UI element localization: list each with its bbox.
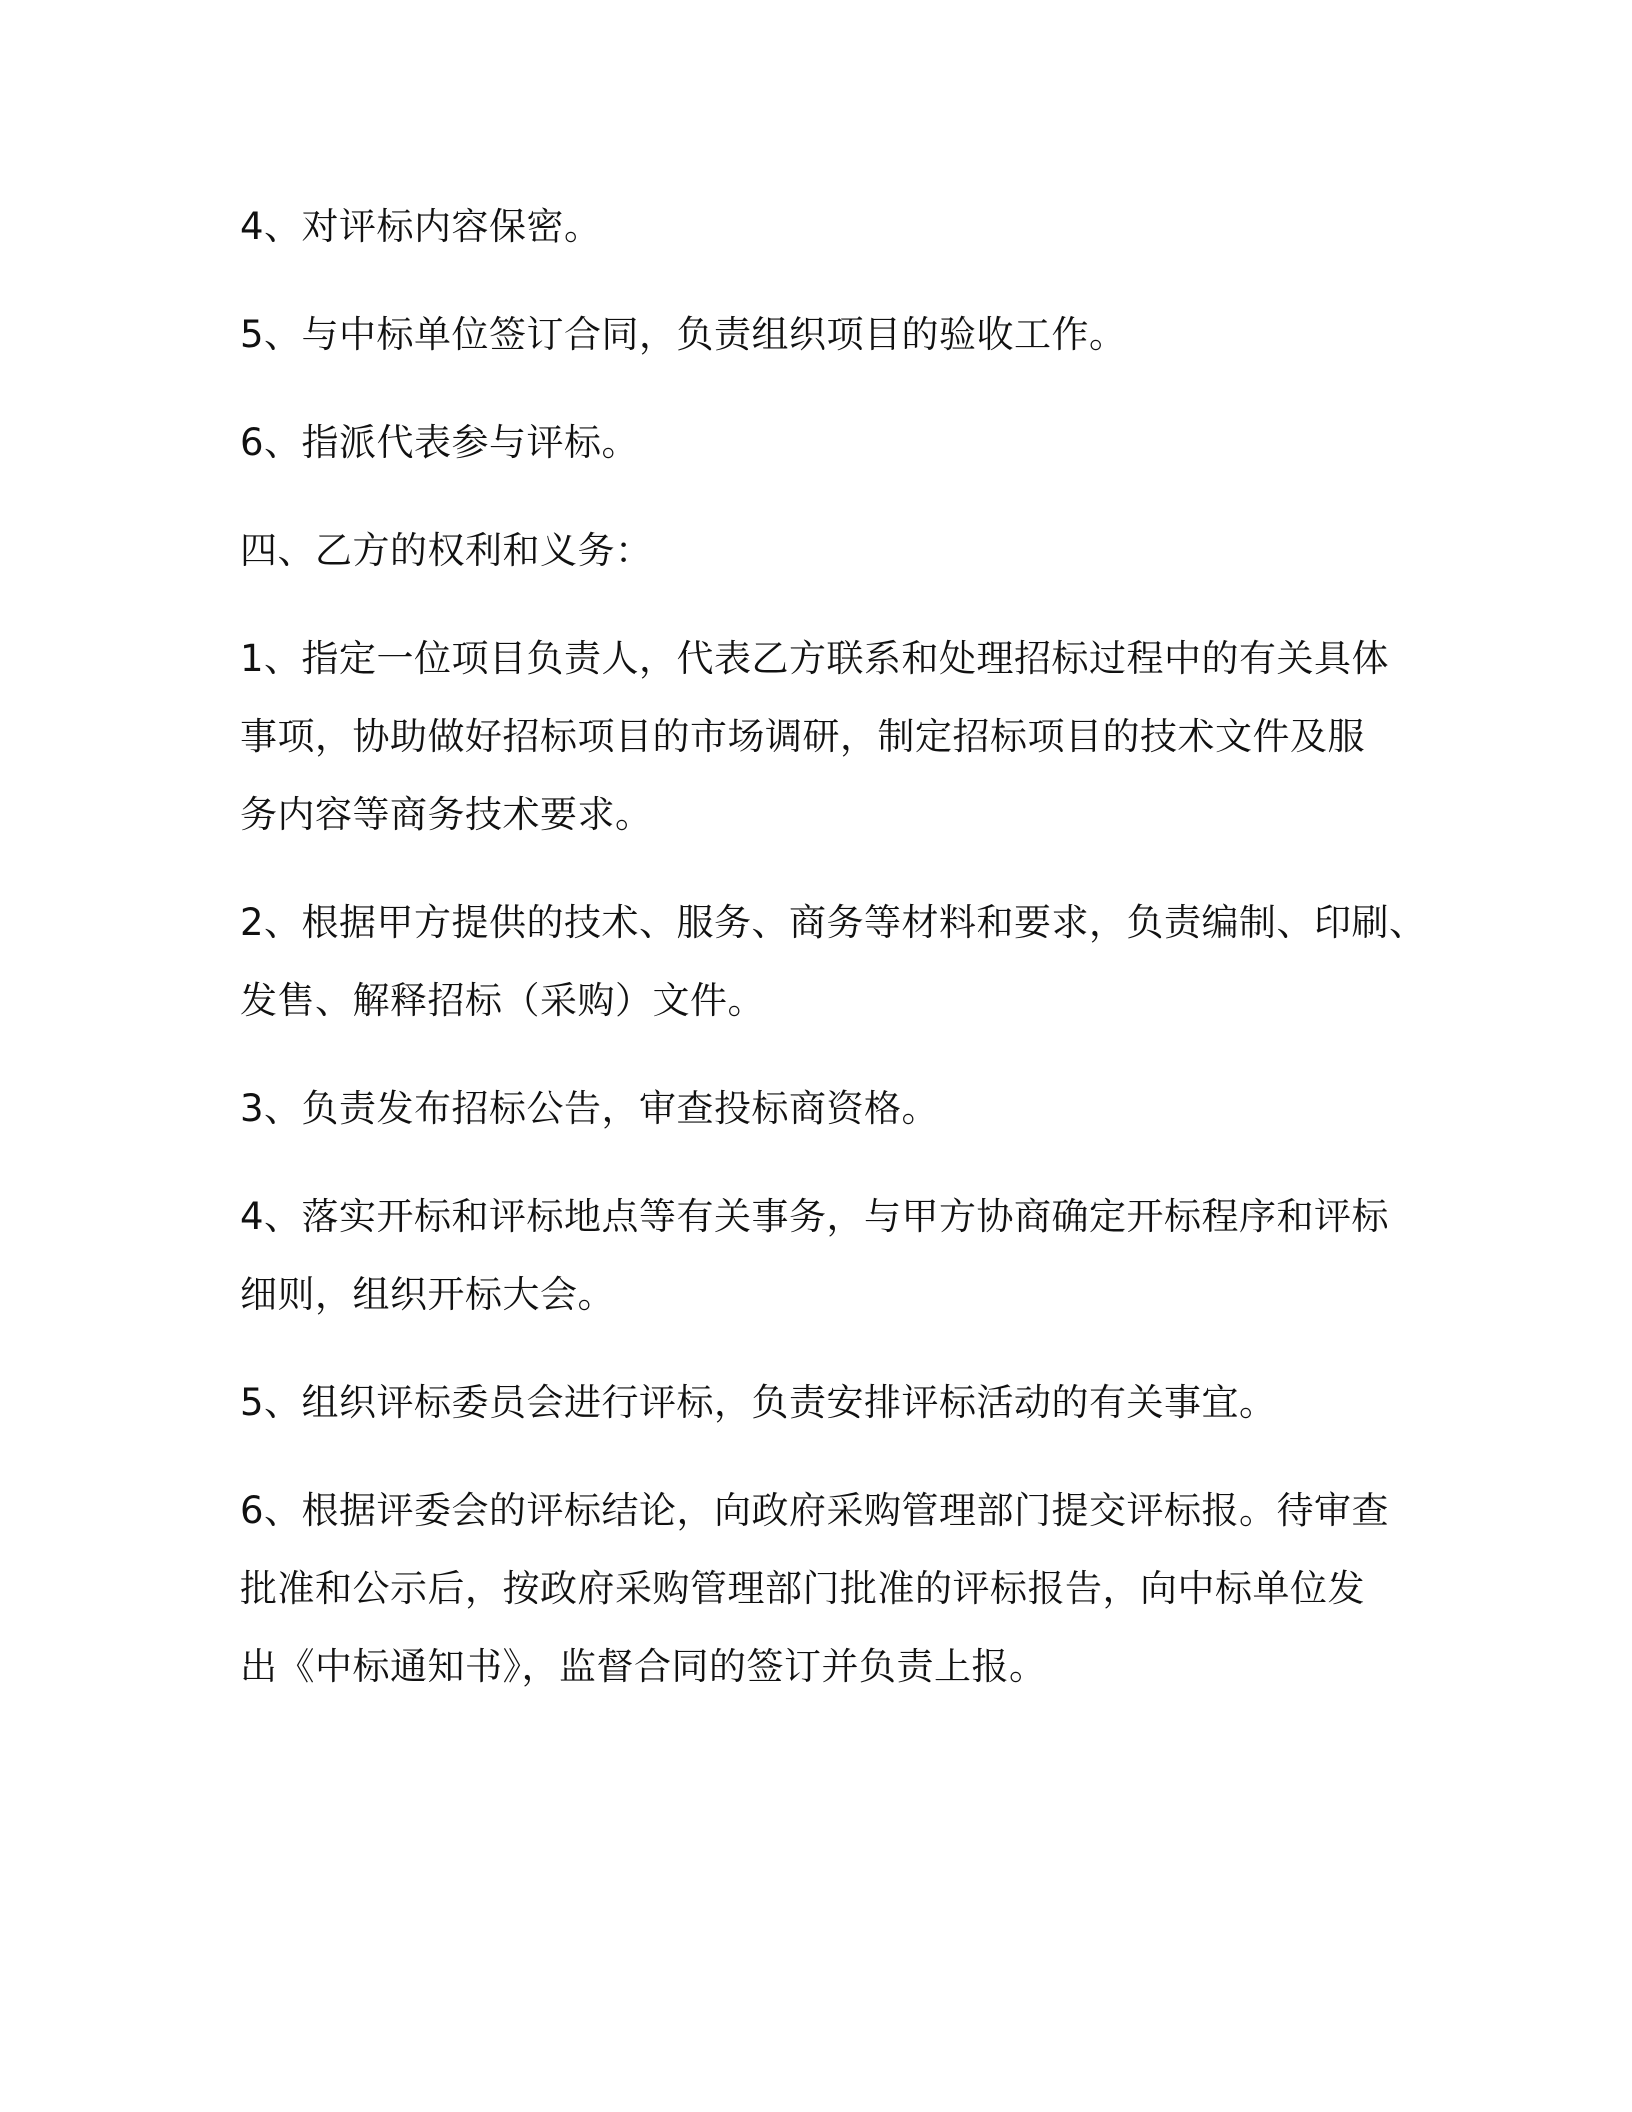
text-line: 2、根据甲方提供的技术、服务、商务等材料和要求，负责编制、印刷、 [240, 901, 1427, 944]
text-line: 5、与中标单位签订合同，负责组织项目的验收工作。 [240, 313, 1127, 356]
text-line: 5、组织评标委员会进行评标，负责安排评标活动的有关事宜。 [240, 1381, 1277, 1424]
text-line: 四、乙方的权利和义务： [240, 529, 653, 572]
text-line: 1、指定一位项目负责人，代表乙方联系和处理招标过程中的有关具体 [240, 637, 1390, 680]
text-line: 批准和公示后，按政府采购管理部门批准的评标报告，向中标单位发 [240, 1567, 1365, 1610]
paragraph-party-a-item-5 [240, 296, 1400, 374]
paragraph-party-b-item-1 [240, 620, 1400, 854]
text-line: 细则，组织开标大会。 [240, 1273, 615, 1316]
document-body [240, 188, 1427, 1736]
paragraph-party-a-item-6 [240, 404, 1400, 482]
paragraph-party-b-item-4 [240, 1178, 1400, 1334]
text-line: 出《中标通知书》，监督合同的签订并负责上报。 [240, 1645, 1047, 1688]
text-line: 务内容等商务技术要求。 [240, 793, 653, 836]
text-line: 3、负责发布招标公告，审查投标商资格。 [240, 1087, 940, 1130]
paragraph-party-b-item-6 [240, 1472, 1400, 1706]
text-line: 6、根据评委会的评标结论，向政府采购管理部门提交评标报。待审查 [240, 1489, 1390, 1532]
section-heading-party-b [240, 512, 1400, 590]
text-line: 4、对评标内容保密。 [240, 205, 602, 248]
text-line: 6、指派代表参与评标。 [240, 421, 640, 464]
paragraph-party-b-item-3 [240, 1070, 1400, 1148]
paragraph-party-b-item-2 [240, 884, 1427, 1040]
text-line: 发售、解释招标（采购）文件。 [240, 979, 765, 1022]
paragraph-party-b-item-5 [240, 1364, 1400, 1442]
paragraph-party-a-item-4 [240, 188, 1400, 266]
text-line: 4、落实开标和评标地点等有关事务，与甲方协商确定开标程序和评标 [240, 1195, 1390, 1238]
text-line: 事项，协助做好招标项目的市场调研，制定招标项目的技术文件及服 [240, 715, 1365, 758]
